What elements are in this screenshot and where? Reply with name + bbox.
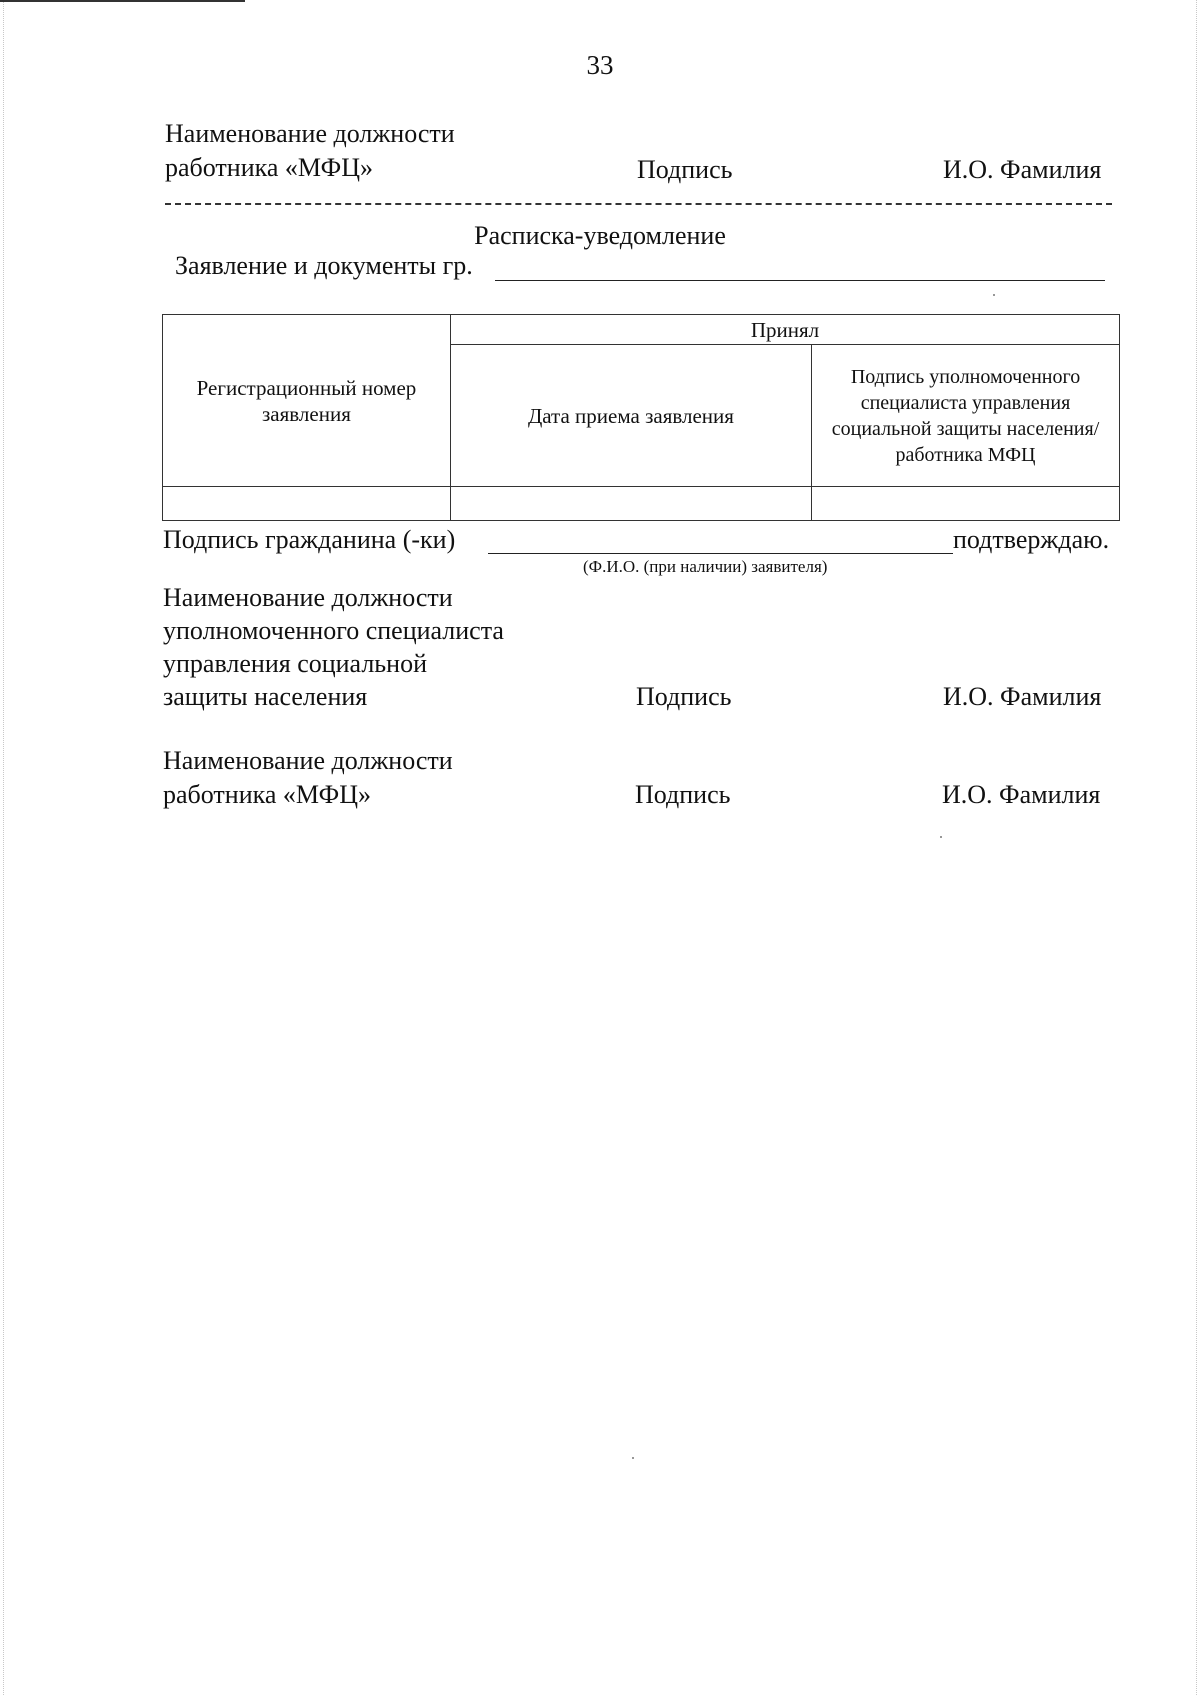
top-name-label: И.О. Фамилия: [943, 155, 1102, 184]
date-header: [450, 345, 811, 487]
bottom-name-label: И.О. Фамилия: [942, 780, 1101, 809]
signature-header-text: Подпись уполномоченного специалиста управления социальной защиты населения/ работника МФЦ: [831, 365, 1100, 466]
reg-number-cell[interactable]: [163, 487, 451, 521]
scan-speck: [632, 1457, 634, 1459]
date-header-text: Дата приема заявления: [527, 403, 734, 428]
specialist-line-4: защиты населения: [163, 682, 368, 711]
receipt-title: Расписка-уведомление: [474, 221, 726, 250]
reg-number-header-text: Регистрационный номер заявления: [196, 375, 417, 426]
date-cell[interactable]: [450, 487, 811, 521]
scan-top-mark: [0, 0, 245, 2]
accepted-header: [450, 315, 1119, 345]
top-position-line1: Наименование должности: [165, 119, 455, 148]
bottom-position-line2: работника «МФЦ»: [163, 780, 371, 809]
receipt-table: [162, 314, 1120, 521]
citizen-caption: (Ф.И.О. (при наличии) заявителя): [583, 557, 828, 576]
specialist-line-1: Наименование должности: [163, 583, 453, 612]
bottom-signature-label: Подпись: [635, 780, 731, 809]
citizen-signature-label: Подпись гражданина (-ки): [163, 525, 456, 554]
scan-speck: [940, 836, 942, 838]
top-signature-label: Подпись: [637, 155, 733, 184]
accepted-header-text: Принял: [750, 317, 820, 342]
page-right-border: [1196, 0, 1197, 1695]
specialist-signature-label: Подпись: [636, 682, 732, 711]
bottom-position-line1: Наименование должности: [163, 746, 453, 775]
citizen-signature-field[interactable]: [488, 553, 953, 554]
signature-cell[interactable]: [812, 487, 1120, 521]
page-number: 33: [586, 50, 614, 80]
reg-number-header: [163, 315, 451, 487]
specialist-name-label: И.О. Фамилия: [943, 682, 1102, 711]
signature-header: [812, 345, 1120, 487]
scan-speck: [993, 294, 995, 296]
citizen-confirm-text: подтверждаю.: [953, 525, 1110, 554]
specialist-line-2: уполномоченного специалиста: [163, 616, 504, 645]
citizen-name-field[interactable]: [495, 280, 1105, 281]
statement-prefix: Заявление и документы гр.: [175, 251, 473, 280]
specialist-line-3: управления социальной: [163, 649, 427, 678]
page-left-border: [3, 0, 4, 1695]
cut-line: [165, 203, 1112, 205]
top-position-line2: работника «МФЦ»: [165, 153, 373, 182]
